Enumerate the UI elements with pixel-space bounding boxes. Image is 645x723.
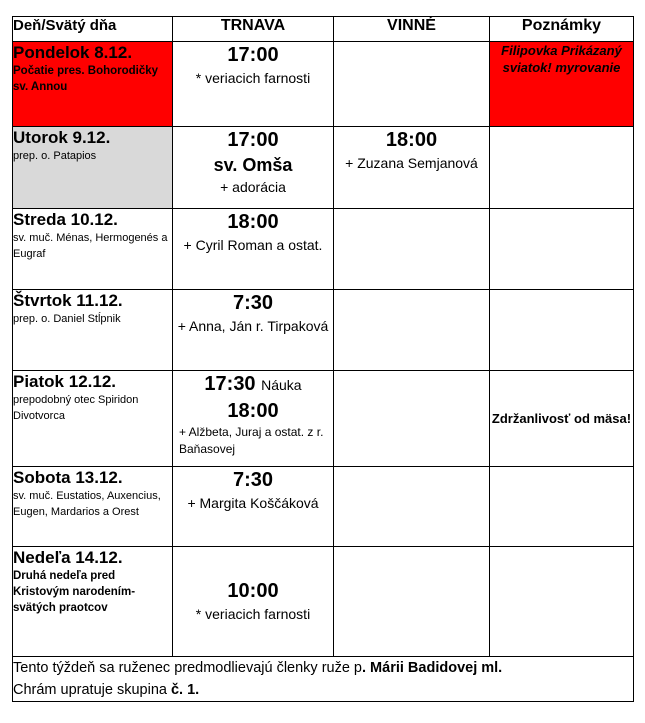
trnava-cell [173,209,334,290]
day-label: Nedeľa 14.12. [13,548,123,567]
footer-bold: . Márii Badidovej ml. [362,660,503,676]
saint-label: prep. o. Daniel Stĺpnik [13,313,121,325]
note-cell [490,467,634,547]
note-cell [490,290,634,371]
trnava-cell [173,127,334,209]
footer-row [13,657,634,702]
vinne-cell [334,42,490,127]
saint-label: prep. o. Patapios [13,150,97,162]
table-row [13,371,634,467]
header-row [13,17,634,42]
table-row [13,42,634,127]
note-cell: Zdržanlivosť od mäsa! [490,371,634,467]
footer-line-1 [13,657,633,679]
trnava-cell [173,290,334,371]
schedule-table [12,16,634,702]
vinne-cell [334,127,490,209]
trnava-cell [173,42,334,127]
vinne-cell [334,467,490,547]
table-row [13,127,634,209]
trnava-time: 7:30 [232,469,274,491]
trnava-time: 18:00 [227,211,279,233]
vinne-cell [334,209,490,290]
saint-label: prepodobný otec Spiridon Divotvorca [13,394,139,422]
footer-line-2 [13,679,633,701]
trnava-time: 10:00 [227,580,279,602]
trnava-time2: 18:00 [227,400,279,422]
trnava-sub: sv. Omša [213,155,293,175]
trnava-note: + Alžbeta, Juraj a ostat. z r. Baňasovej [179,425,324,456]
day-cell [13,209,173,290]
table-row [13,209,634,290]
footer-text: Chrám upratuje skupina [13,682,171,698]
header-notes: Poznámky [490,17,634,42]
saint-label: Počatie pres. Bohorodičky sv. Annou [13,65,159,93]
table-row [13,467,634,547]
trnava-cell [173,547,334,657]
table-row [13,547,634,657]
trnava-time: 7:30 [232,292,274,314]
trnava-cell [173,371,334,467]
header-trnava: TRNAVA [173,17,334,42]
header-vinne: VINNÉ [334,17,490,42]
trnava-time: 17:00 [227,129,279,151]
trnava-time: 17:30 [204,373,256,395]
day-label: Streda 10.12. [13,210,118,229]
footer-cell [13,657,634,702]
day-label: Piatok 12.12. [13,372,117,391]
footer-text: Tento týždeň sa ruženec predmodlievajú členky ruže p [13,660,362,676]
note-cell [490,547,634,657]
vinne-cell [334,371,490,467]
note-cell [490,209,634,290]
note-cell [490,127,634,209]
vinne-cell [334,290,490,371]
header-day: Deň/Svätý dňa [13,17,173,42]
saint-label: sv. muč. Ménas, Hermogenés a Eugraf [13,232,168,260]
day-label: Utorok 9.12. [13,128,111,147]
vinne-note: + Zuzana Semjanová [345,155,478,171]
day-cell [13,42,173,127]
saint-label: Druhá nedeľa pred Kristovým narodením- svätých praotcov [13,570,136,614]
day-cell [13,127,173,209]
trnava-note: + adorácia [220,179,286,195]
day-cell [13,547,173,657]
note-cell: Filipovka Prikázaný sviatok! myrovanie [490,42,634,127]
footer-bold: č. 1. [170,682,200,698]
table-row [13,290,634,371]
day-cell [13,467,173,547]
trnava-note: + Anna, Ján r. Tirpaková [177,318,329,334]
day-cell [13,290,173,371]
trnava-inline: Náuka [261,377,302,393]
day-label: Sobota 13.12. [13,468,123,487]
saint-label: sv. muč. Eustatios, Auxencius, Eugen, Mardarios a Orest [13,490,161,518]
trnava-note: * veriacich farnosti [195,70,311,86]
vinne-cell [334,547,490,657]
day-cell [13,371,173,467]
trnava-note: * veriacich farnosti [195,606,311,622]
trnava-time: 17:00 [227,44,279,66]
day-label: Štvrtok 11.12. [13,291,123,310]
trnava-note: + Margita Koščáková [187,495,319,511]
trnava-note: + Cyril Roman a ostat. [183,237,323,253]
vinne-time: 18:00 [385,129,438,151]
day-label: Pondelok 8.12. [13,43,133,62]
trnava-time-row [173,371,333,398]
trnava-cell [173,467,334,547]
